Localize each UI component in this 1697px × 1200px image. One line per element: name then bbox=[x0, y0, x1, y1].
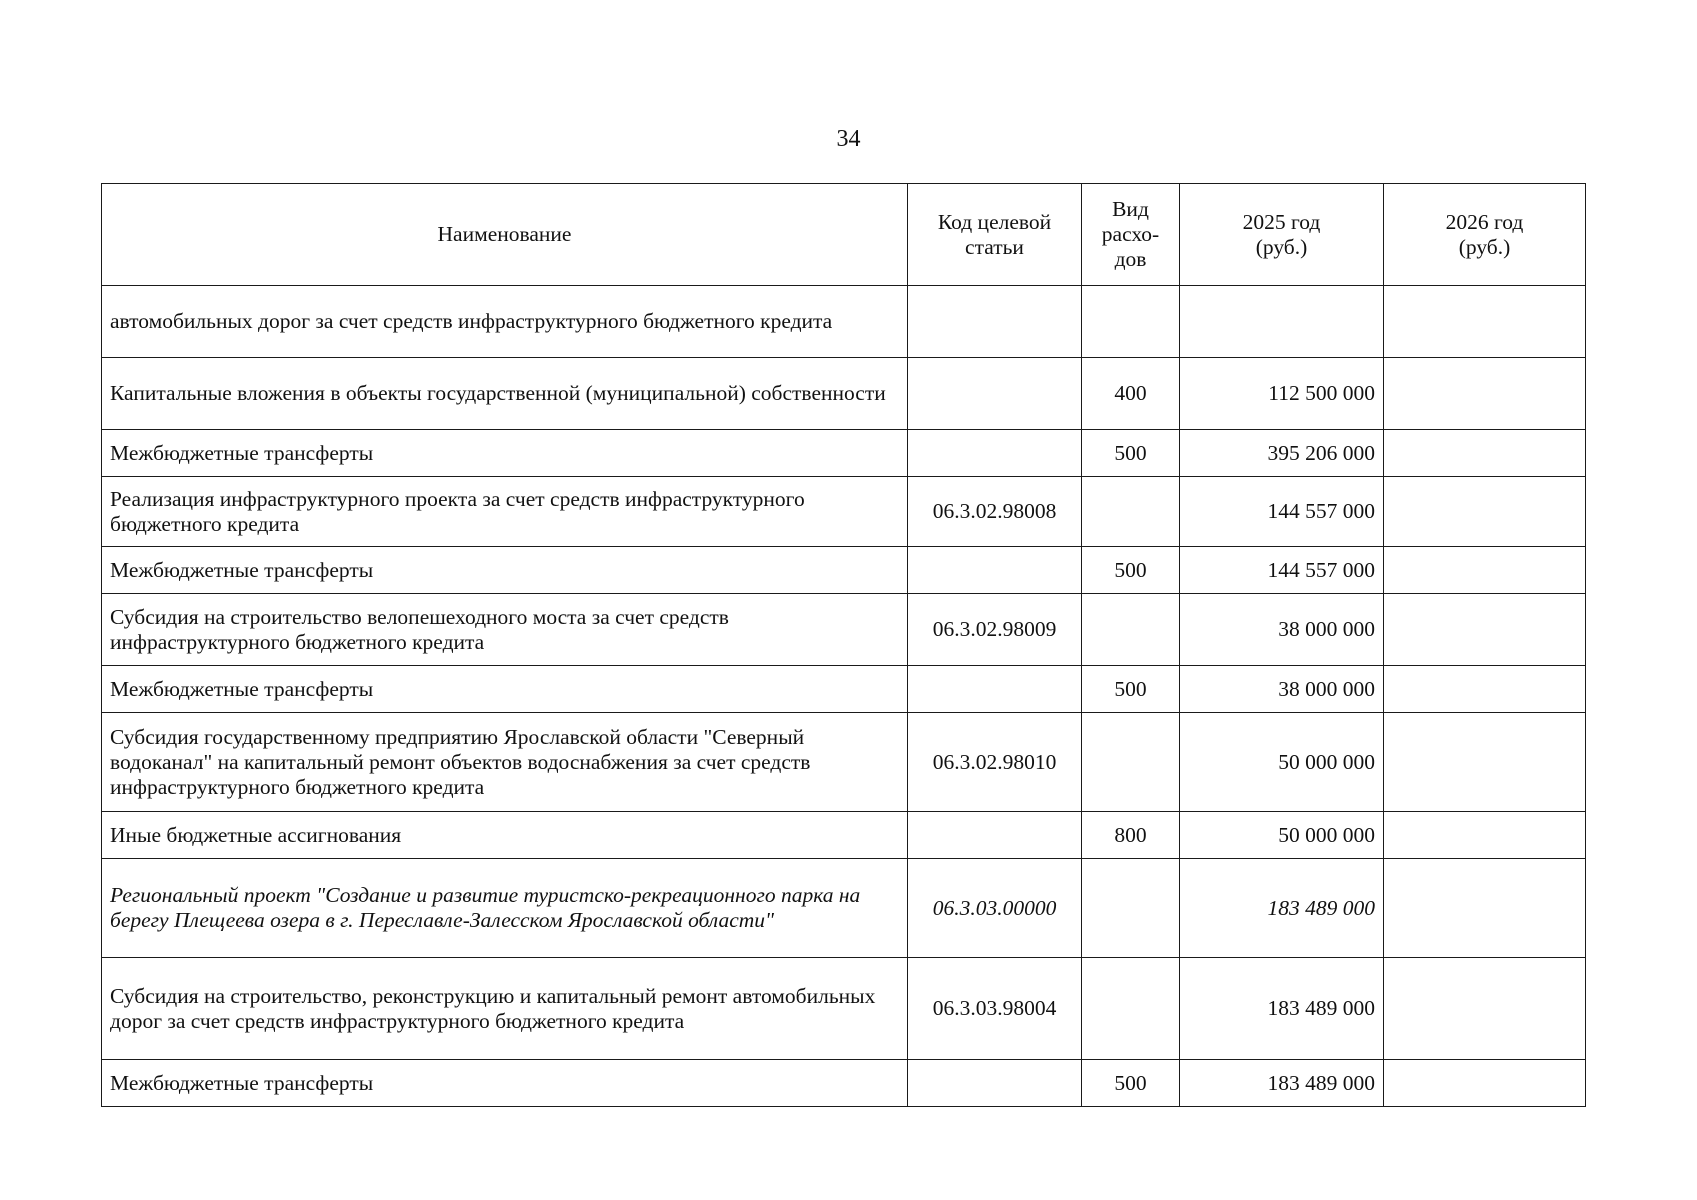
cell-kind: 500 bbox=[1082, 547, 1180, 594]
cell-name: Межбюджетные трансферты bbox=[102, 1060, 908, 1107]
cell-2025 bbox=[1180, 286, 1384, 358]
cell-2025: 183 489 000 bbox=[1180, 958, 1384, 1060]
cell-2026 bbox=[1384, 286, 1586, 358]
table-header-row bbox=[102, 184, 1586, 286]
cell-2026 bbox=[1384, 547, 1586, 594]
budget-table bbox=[101, 183, 1586, 1107]
cell-code: 06.3.02.98008 bbox=[908, 477, 1082, 547]
cell-2026 bbox=[1384, 666, 1586, 713]
cell-kind bbox=[1082, 958, 1180, 1060]
cell-code bbox=[908, 547, 1082, 594]
cell-2025: 112 500 000 bbox=[1180, 358, 1384, 430]
cell-2025: 183 489 000 bbox=[1180, 859, 1384, 958]
cell-name: Межбюджетные трансферты bbox=[102, 547, 908, 594]
cell-kind bbox=[1082, 713, 1180, 812]
cell-kind bbox=[1082, 594, 1180, 666]
cell-2025: 395 206 000 bbox=[1180, 430, 1384, 477]
cell-code bbox=[908, 430, 1082, 477]
cell-code: 06.3.02.98009 bbox=[908, 594, 1082, 666]
cell-2026 bbox=[1384, 430, 1586, 477]
table-row bbox=[102, 812, 1586, 859]
table-row bbox=[102, 286, 1586, 358]
cell-name: Иные бюджетные ассигнования bbox=[102, 812, 908, 859]
cell-2025: 50 000 000 bbox=[1180, 812, 1384, 859]
cell-2025: 38 000 000 bbox=[1180, 594, 1384, 666]
header-2025: 2025 год (руб.) bbox=[1180, 184, 1384, 286]
header-name: Наименование bbox=[102, 184, 908, 286]
cell-2026 bbox=[1384, 958, 1586, 1060]
cell-name: автомобильных дорог за счет средств инфраструктурного бюджетного кредита bbox=[102, 286, 908, 358]
cell-code bbox=[908, 666, 1082, 713]
cell-2026 bbox=[1384, 713, 1586, 812]
cell-kind: 500 bbox=[1082, 430, 1180, 477]
cell-2026 bbox=[1384, 1060, 1586, 1107]
cell-2025: 38 000 000 bbox=[1180, 666, 1384, 713]
cell-2026 bbox=[1384, 859, 1586, 958]
cell-code bbox=[908, 286, 1082, 358]
cell-name: Субсидия государственному предприятию Ярославской области "Северный водоканал" на капитальный ремонт объектов водоснабжения за счет средств инфраструктурного бюджетного кредита bbox=[102, 713, 908, 812]
table-row bbox=[102, 594, 1586, 666]
table-row bbox=[102, 859, 1586, 958]
cell-2025: 144 557 000 bbox=[1180, 477, 1384, 547]
cell-code bbox=[908, 1060, 1082, 1107]
cell-kind bbox=[1082, 286, 1180, 358]
cell-code bbox=[908, 812, 1082, 859]
cell-kind bbox=[1082, 859, 1180, 958]
cell-2025: 144 557 000 bbox=[1180, 547, 1384, 594]
table-body bbox=[102, 286, 1586, 1107]
header-2026: 2026 год (руб.) bbox=[1384, 184, 1586, 286]
cell-code: 06.3.03.98004 bbox=[908, 958, 1082, 1060]
cell-code: 06.3.02.98010 bbox=[908, 713, 1082, 812]
cell-2026 bbox=[1384, 812, 1586, 859]
cell-kind: 500 bbox=[1082, 1060, 1180, 1107]
cell-name: Реализация инфраструктурного проекта за счет средств инфраструктурного бюджетного кредита bbox=[102, 477, 908, 547]
table-row bbox=[102, 430, 1586, 477]
table-row bbox=[102, 666, 1586, 713]
cell-name: Межбюджетные трансферты bbox=[102, 430, 908, 477]
cell-name: Субсидия на строительство велопешеходного моста за счет средств инфраструктурного бюджетного кредита bbox=[102, 594, 908, 666]
cell-2026 bbox=[1384, 477, 1586, 547]
cell-kind: 800 bbox=[1082, 812, 1180, 859]
table-row bbox=[102, 358, 1586, 430]
table-row bbox=[102, 477, 1586, 547]
cell-name: Субсидия на строительство, реконструкцию и капитальный ремонт автомобильных дорог за счет средств инфраструктурного бюджетного кредита bbox=[102, 958, 908, 1060]
table-row bbox=[102, 547, 1586, 594]
cell-name: Капитальные вложения в объекты государственной (муниципальной) собственности bbox=[102, 358, 908, 430]
cell-kind bbox=[1082, 477, 1180, 547]
cell-code: 06.3.03.00000 bbox=[908, 859, 1082, 958]
cell-name: Региональный проект "Создание и развитие туристско-рекреационного парка на берегу Плещеева озера в г. Переславле-Залесском Ярославской области" bbox=[102, 859, 908, 958]
header-kind: Вид расхо-дов bbox=[1082, 184, 1180, 286]
table-row bbox=[102, 1060, 1586, 1107]
cell-2026 bbox=[1384, 358, 1586, 430]
cell-2025: 50 000 000 bbox=[1180, 713, 1384, 812]
cell-2026 bbox=[1384, 594, 1586, 666]
cell-kind: 500 bbox=[1082, 666, 1180, 713]
cell-name: Межбюджетные трансферты bbox=[102, 666, 908, 713]
header-code: Код целевой статьи bbox=[908, 184, 1082, 286]
cell-kind: 400 bbox=[1082, 358, 1180, 430]
table-row bbox=[102, 713, 1586, 812]
table-row bbox=[102, 958, 1586, 1060]
cell-2025: 183 489 000 bbox=[1180, 1060, 1384, 1107]
cell-code bbox=[908, 358, 1082, 430]
page-number: 34 bbox=[836, 126, 861, 152]
